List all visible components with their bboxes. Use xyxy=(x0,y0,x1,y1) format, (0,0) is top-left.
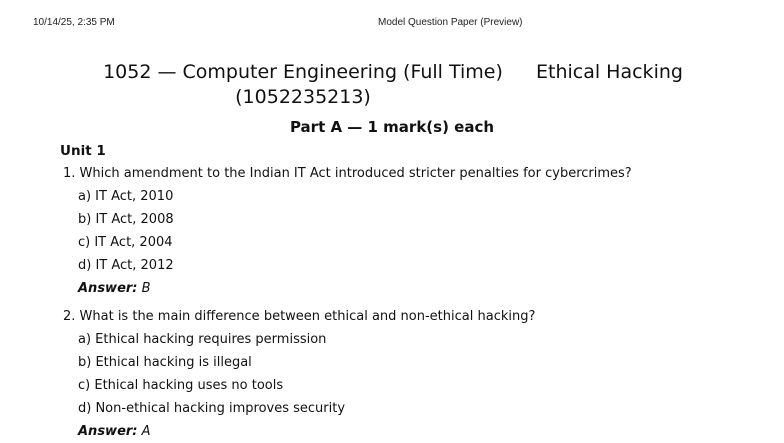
print-header xyxy=(0,17,784,31)
course-title-line1: 1052 — Computer Engineering (Full Time) xyxy=(103,61,503,83)
print-datetime: 10/14/25, 2:35 PM xyxy=(33,17,115,28)
unit-heading: Unit 1 xyxy=(60,143,106,159)
subject-title: Ethical Hacking xyxy=(536,61,683,83)
option-list xyxy=(0,185,784,277)
option-c: c) Ethical hacking uses no tools xyxy=(78,378,284,393)
question-list xyxy=(0,163,784,443)
option-a: a) IT Act, 2010 xyxy=(78,189,174,204)
option-d: d) Non-ethical hacking improves security xyxy=(78,401,346,416)
part-heading: Part A — 1 mark(s) each xyxy=(289,118,495,136)
question-stem: 2. What is the main difference between ethical and non-ethical hacking? xyxy=(63,309,536,324)
paper-title-block xyxy=(0,60,784,116)
option-b: b) IT Act, 2008 xyxy=(78,212,174,227)
option-a: a) Ethical hacking requires permission xyxy=(78,332,327,347)
option-b: b) Ethical hacking is illegal xyxy=(78,355,252,370)
option-list xyxy=(0,328,784,420)
print-document-title: Model Question Paper (Preview) xyxy=(378,17,523,28)
option-d: d) IT Act, 2012 xyxy=(78,258,174,273)
answer-value: A xyxy=(141,424,151,439)
answer-label: Answer: xyxy=(78,424,138,439)
answer-value: B xyxy=(141,281,151,296)
question-2 xyxy=(0,306,784,443)
answer-line xyxy=(0,420,784,443)
answer-label: Answer: xyxy=(78,281,138,296)
option-c: c) IT Act, 2004 xyxy=(78,235,173,250)
question-1 xyxy=(0,163,784,300)
course-title-line2: (1052235213) xyxy=(235,86,371,108)
question-stem: 1. Which amendment to the Indian IT Act introduced stricter penalties for cybercrimes? xyxy=(63,166,632,181)
course-title xyxy=(90,60,516,110)
answer-line xyxy=(0,277,784,300)
